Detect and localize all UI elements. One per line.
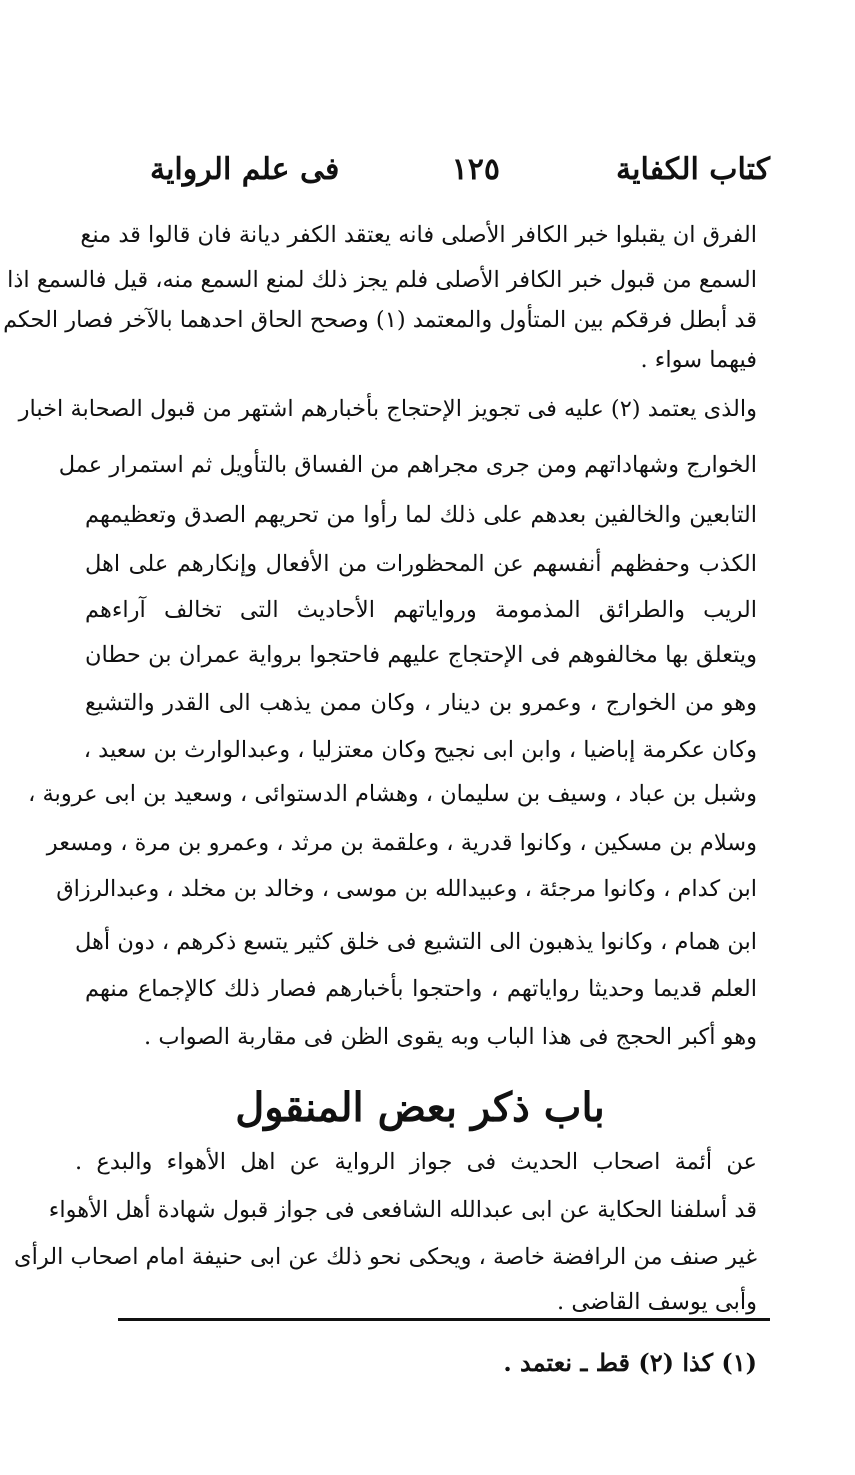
footnote: (١) كذا (٢) قط ـ نعتمد .: [503, 1348, 757, 1377]
body-line: ويتعلق بها مخالفوهم فى الإحتجاج عليهم فاحتجوا برواية عمران بن حطان: [85, 642, 757, 668]
body-line: فيهما سواء .: [640, 347, 757, 373]
body-line: الريب والطرائق المذمومة ورواياتهم الأحاديث التى تخالف آراءهم: [85, 597, 757, 623]
body-line: وهو أكبر الحجج فى هذا الباب وبه يقوى الظن فى مقاربة الصواب .: [144, 1024, 757, 1050]
body-line: ابن كدام ، وكانوا مرجئة ، وعبيدالله بن موسى ، وخالد بن مخلد ، وعبدالرزاق: [56, 876, 757, 902]
subject-title: فى علم الرواية: [150, 152, 340, 187]
page-number: ١٢٥: [451, 152, 500, 187]
body-line: التابعين والخالفين بعدهم على ذلك لما رأوا من تحريهم الصدق وتعظيمهم: [85, 502, 757, 528]
chapter-line: وأبى يوسف القاضى .: [557, 1289, 757, 1315]
body-line: الفرق ان يقبلوا خبر الكافر الأصلى فانه يعتقد الكفر ديانة فان قالوا قد منع: [80, 222, 757, 248]
body-line: وكان عكرمة إباضيا ، وابن ابى نجيح وكان معتزليا ، وعبدالوارث بن سعيد ،: [83, 737, 757, 763]
body-line: قد أبطل فرقكم بين المتأول والمعتمد (١) وصحح الحاق احدهما بالآخر فصار الحكم: [3, 307, 757, 333]
chapter-line: غير صنف من الرافضة خاصة ، ويحكى نحو ذلك عن ابى حنيفة امام اصحاب الرأى: [14, 1244, 757, 1270]
body-line: الكذب وحفظهم أنفسهم عن المحظورات من الأفعال وإنكارهم على اهل: [85, 551, 757, 577]
body-line: ابن همام ، وكانوا يذهبون الى التشيع فى خلق كثير يتسع ذكرهم ، دون أهل: [75, 929, 757, 955]
chapter-line: عن أئمة اصحاب الحديث فى جواز الرواية عن اهل الأهواء والبدع .: [75, 1149, 757, 1175]
chapter-title: باب ذكر بعض المنقول: [235, 1084, 605, 1131]
chapter-line: قد أسلفنا الحكاية عن ابى عبدالله الشافعى فى جواز قبول شهادة أهل الأهواء: [48, 1197, 757, 1223]
book-title: كتاب الكفاية: [616, 152, 770, 187]
body-line: وسلام بن مسكين ، وكانوا قدرية ، وعلقمة بن مرثد ، وعمرو بن مرة ، ومسعر: [46, 830, 757, 856]
body-line: العلم قديما وحديثا رواياتهم ، واحتجوا بأخبارهم فصار ذلك كالإجماع منهم: [85, 976, 757, 1002]
body-line: وهو من الخوارج ، وعمرو بن دينار ، وكان ممن يذهب الى القدر والتشيع: [85, 690, 757, 716]
body-line: وشبل بن عباد ، وسيف بن سليمان ، وهشام الدستوائى ، وسعيد بن ابى عروبة ،: [28, 781, 757, 807]
footnote-divider: [118, 1318, 770, 1321]
running-header: [150, 148, 770, 196]
body-line: الخوارج وشهاداتهم ومن جرى مجراهم من الفساق بالتأويل ثم استمرار عمل: [58, 452, 757, 478]
body-line: والذى يعتمد (٢) عليه فى تجويز الإحتجاج بأخبارهم اشتهر من قبول الصحابة اخبار: [18, 396, 757, 422]
body-line: السمع من قبول خبر الكافر الأصلى فلم يجز ذلك لمنع السمع منه، قيل فالسمع اذا: [7, 267, 757, 293]
